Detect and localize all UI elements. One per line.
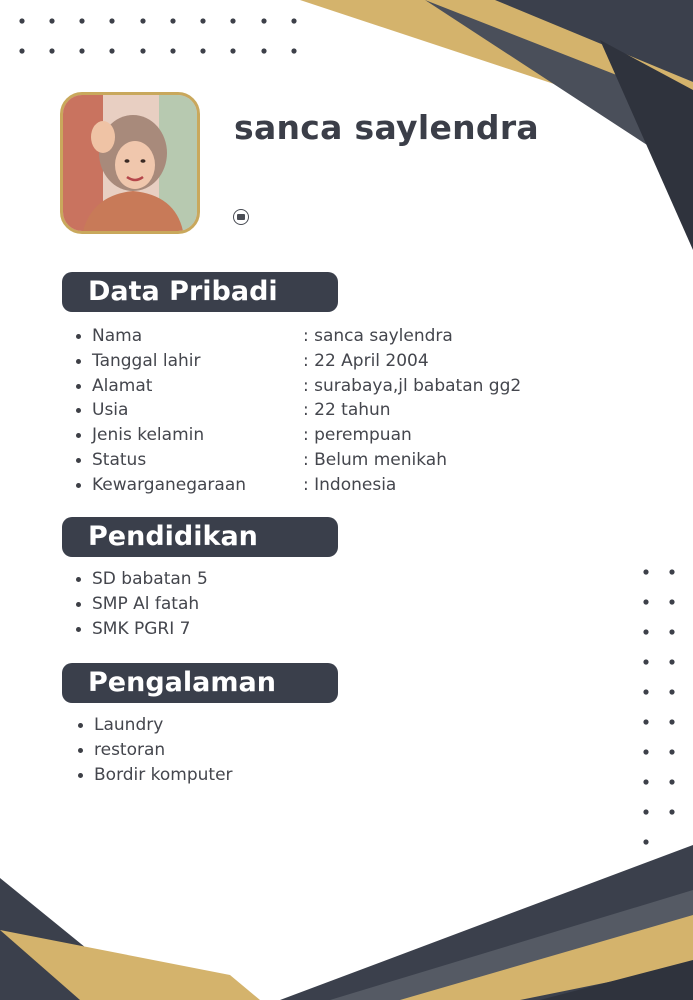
profile-name: sanca saylendra [234,108,539,147]
list-item: SD babatan 5 [76,567,208,592]
list-item: SMK PGRI 7 [76,617,208,642]
education-list [76,567,208,641]
profile-photo [60,92,200,234]
row-value: : surabaya,jl babatan gg2 [303,375,522,396]
section-header-education: Pendidikan [62,517,338,557]
row-label: Tanggal lahir [92,350,201,371]
list-item [76,374,521,399]
section-header-personal: Data Pribadi [62,272,338,312]
row-value: : 22 tahun [303,400,391,421]
dot-pattern-right [636,560,676,860]
experience-list [78,713,233,787]
row-label: Kewarganegaraan [92,474,247,495]
row-label: Status [92,449,147,470]
list-item [76,423,521,448]
row-label: Alamat [92,375,153,396]
section-header-experience: Pengalaman [62,663,338,703]
row-value: : 22 April 2004 [303,350,429,371]
list-item [76,324,521,349]
row-value: : perempuan [303,425,412,446]
row-value: : sanca saylendra [303,326,453,346]
list-item: restoran [78,738,233,763]
list-item [76,398,521,423]
list-item [76,349,521,374]
list-item [76,448,521,473]
row-label: Usia [92,400,129,421]
list-item [76,473,521,498]
list-item: Bordir komputer [78,763,233,788]
dot-pattern-top [12,12,312,62]
row-value: : Indonesia [303,474,397,495]
profile-photo-illustration [63,95,197,231]
personal-data-list [76,324,521,498]
list-item: Laundry [78,713,233,738]
list-item: SMP Al fatah [76,592,208,617]
email-icon[interactable] [233,209,249,225]
row-label: Jenis kelamin [92,425,205,446]
row-label: Nama [92,326,143,346]
row-value: : Belum menikah [303,449,447,470]
